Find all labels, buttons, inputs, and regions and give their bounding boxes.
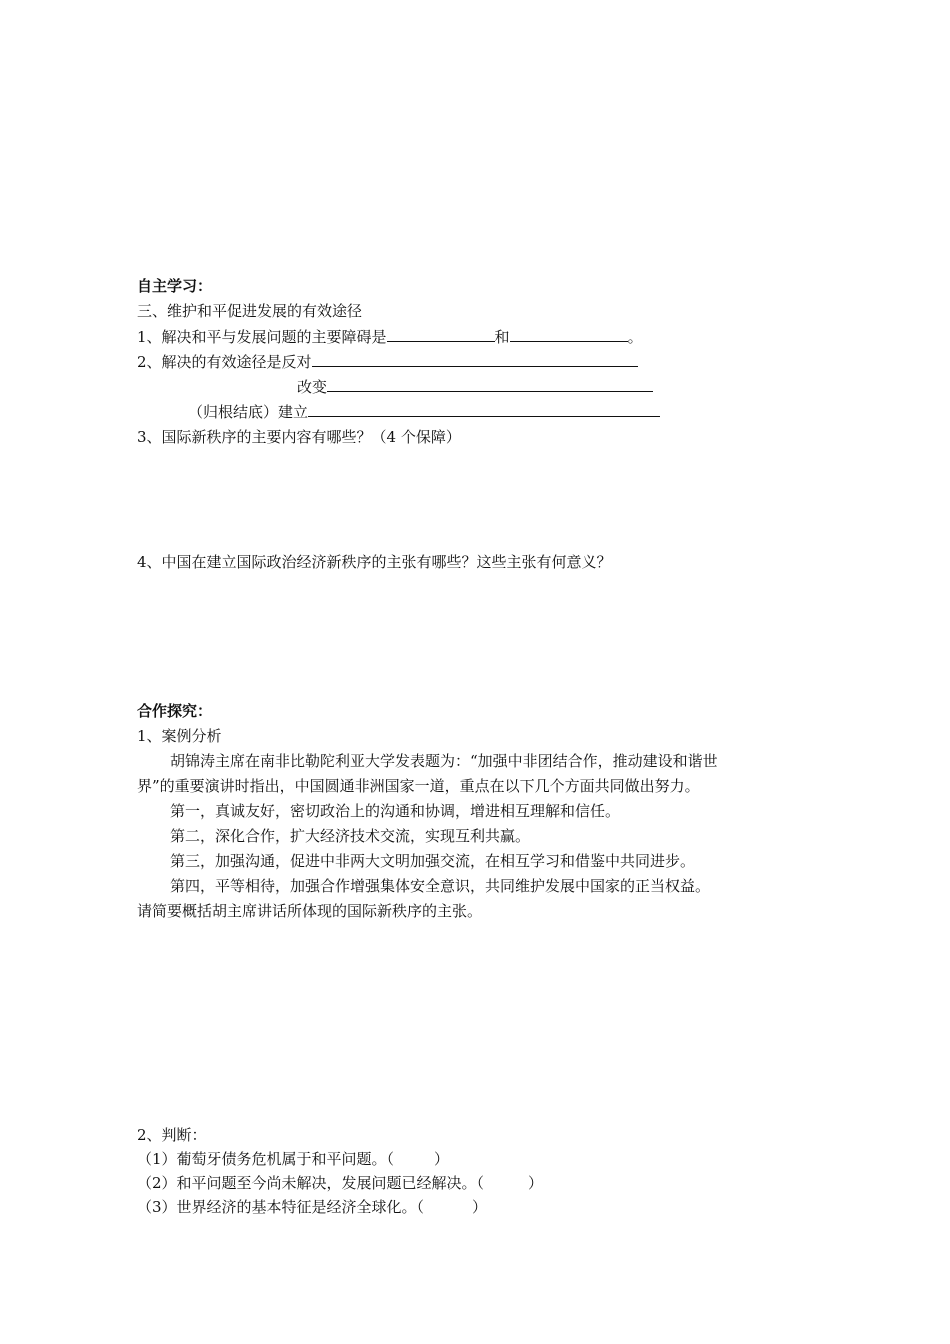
section-subtitle: 三、维护和平促进发展的有效途径 (137, 302, 363, 320)
question-4: 4、中国在建立国际政治经济新秩序的主张有哪些？这些主张有何意义？ (137, 553, 612, 571)
question-2-line3-label: （归根结底）建立 (188, 403, 309, 421)
judge-item-3 (137, 1197, 487, 1217)
case-point-1: 第一，真诚友好，密切政治上的沟通和协调，增进相互理解和信任。 (170, 802, 621, 820)
case-paragraph-line2: 界”的重要演讲时指出，中国圆通非洲国家一道，重点在以下几个方面共同做出努力。 (137, 777, 700, 795)
question-1-mid: 和 (494, 328, 510, 346)
question-2-prefix: 2、解决的有效途径是反对 (137, 353, 312, 371)
case-point-3: 第三，加强沟通，促进中非两大文明加强交流，在相互学习和借鉴中共同进步。 (170, 852, 696, 870)
judge-item-1-close: ） (434, 1150, 450, 1168)
question-2-line2-label: 改变 (297, 378, 328, 396)
case-point-4: 第四，平等相待，加强合作增强集体安全意识，共同维护发展中国家的正当权益。 (170, 877, 711, 895)
question-1-prefix: 1、解决和平与发展问题的主要障碍是 (137, 328, 387, 346)
answer-blank-2a[interactable] (312, 352, 638, 367)
judge-item-3-text: （3）世界经济的基本特征是经济全球化。（ (137, 1198, 425, 1216)
judge-item-1-text: （1）葡萄牙债务危机属于和平问题。（ (137, 1150, 395, 1168)
case-title: 1、案例分析 (137, 727, 222, 745)
case-prompt: 请简要概括胡主席讲话所体现的国际新秩序的主张。 (137, 902, 483, 920)
judge-item-1 (137, 1149, 449, 1169)
section-heading-self-study: 自主学习： (137, 277, 213, 295)
question-1-end: 。 (627, 328, 643, 346)
judge-title: 2、判断： (137, 1126, 207, 1144)
judge-item-2 (137, 1173, 543, 1193)
question-2-line2 (297, 377, 653, 397)
judge-item-2-close: ） (528, 1174, 544, 1192)
case-point-2: 第二，深化合作，扩大经济技术交流，实现互利共赢。 (170, 827, 531, 845)
judge-item-3-close: ） (472, 1198, 488, 1216)
judge-item-2-text: （2）和平问题至今尚未解决，发展问题已经解决。（ (137, 1174, 485, 1192)
question-1 (137, 327, 643, 347)
question-3: 3、国际新秩序的主要内容有哪些？（4 个保障） (137, 428, 461, 446)
question-2 (137, 352, 638, 372)
answer-blank-1b[interactable] (510, 327, 628, 342)
answer-blank-1a[interactable] (387, 327, 495, 342)
question-2-line3 (188, 402, 660, 422)
section-heading-cooperative: 合作探究： (137, 702, 213, 720)
answer-blank-2c[interactable] (308, 402, 660, 417)
case-paragraph-line1: 胡锦涛主席在南非比勒陀利亚大学发表题为：“加强中非团结合作，推动建设和谐世 (170, 752, 718, 770)
answer-blank-2b[interactable] (327, 377, 653, 392)
